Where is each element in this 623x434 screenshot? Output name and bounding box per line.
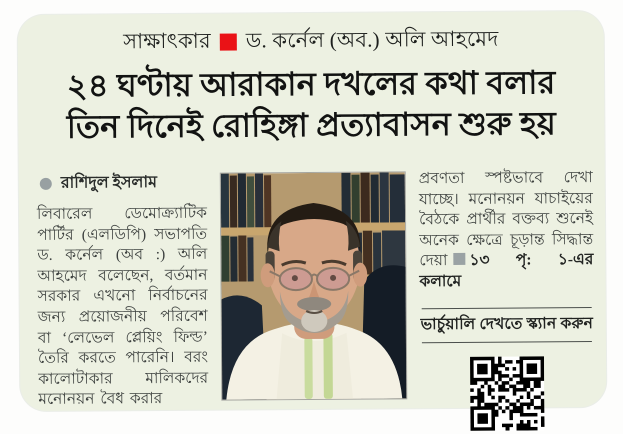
portrait-photo: [220, 171, 408, 400]
right-column-paragraph: [419, 168, 594, 293]
qr-label: ভার্চুয়ালি দেখতে স্ক্যান করুন: [420, 314, 594, 333]
article-body: [36, 158, 595, 409]
divider-bottom: [422, 341, 592, 343]
headline-line-1: ২৪ ঘণ্টায় আরাকান দখলের কথা বলার: [66, 64, 556, 104]
byline-author: রাশিদুল ইসলাম: [60, 174, 158, 192]
red-square-icon: [220, 34, 237, 51]
headline: [18, 62, 605, 148]
jump-reference: ১৩ পৃ: ১-এর কলামে: [419, 251, 594, 291]
qr-wrap: [420, 356, 595, 431]
portrait-photo-art: [221, 172, 407, 399]
qr-code: [470, 356, 545, 431]
qr-section: [420, 307, 595, 431]
kicker-subject: ড. কর্নেল (অব.) অলি আহমেদ: [245, 26, 499, 53]
divider-top: [422, 307, 592, 309]
right-column-text: প্রবণতা স্পষ্টভাবে দেখা যাচ্ছে। মনোনয়ন যাচাইয়ের বৈঠকে প্রার্থীর বক্তব্য শুনেই অনেক ক্ষেত্রে চূড়ান্ত সিদ্ধান্ত দেয়া: [418, 169, 594, 270]
kicker-line: [18, 22, 604, 61]
headline-line-2: তিন দিনেই রোহিঙ্গা প্রত্যাবাসন শুরু হয়: [66, 105, 557, 145]
gray-square-icon: [453, 253, 465, 265]
kicker-section-label: সাক্ষাৎকার: [123, 28, 211, 54]
left-column-paragraph: লিবারেল ডেমোক্র্যাটিক পার্টির (এলডিপি) সভাপতি ড. কর্নেল (অব :) অলি আহমেদ বলেছেন, বর্তমান সরকার এখনো নির্বাচনের জন্য প্রয়োজনীয় পরিবেশ বা ‘লেভেল প্লেয়িং ফিল্ড’ তৈরি করতে পারেনি। বরং কালোটাকার মালিকদের মনোনয়ন বৈধ করার: [36, 204, 209, 409]
byline: [40, 169, 207, 197]
right-column: [419, 158, 595, 400]
byline-bullet-icon: [40, 177, 52, 189]
newspaper-clipping-card: [18, 11, 607, 411]
left-column: [36, 161, 209, 409]
